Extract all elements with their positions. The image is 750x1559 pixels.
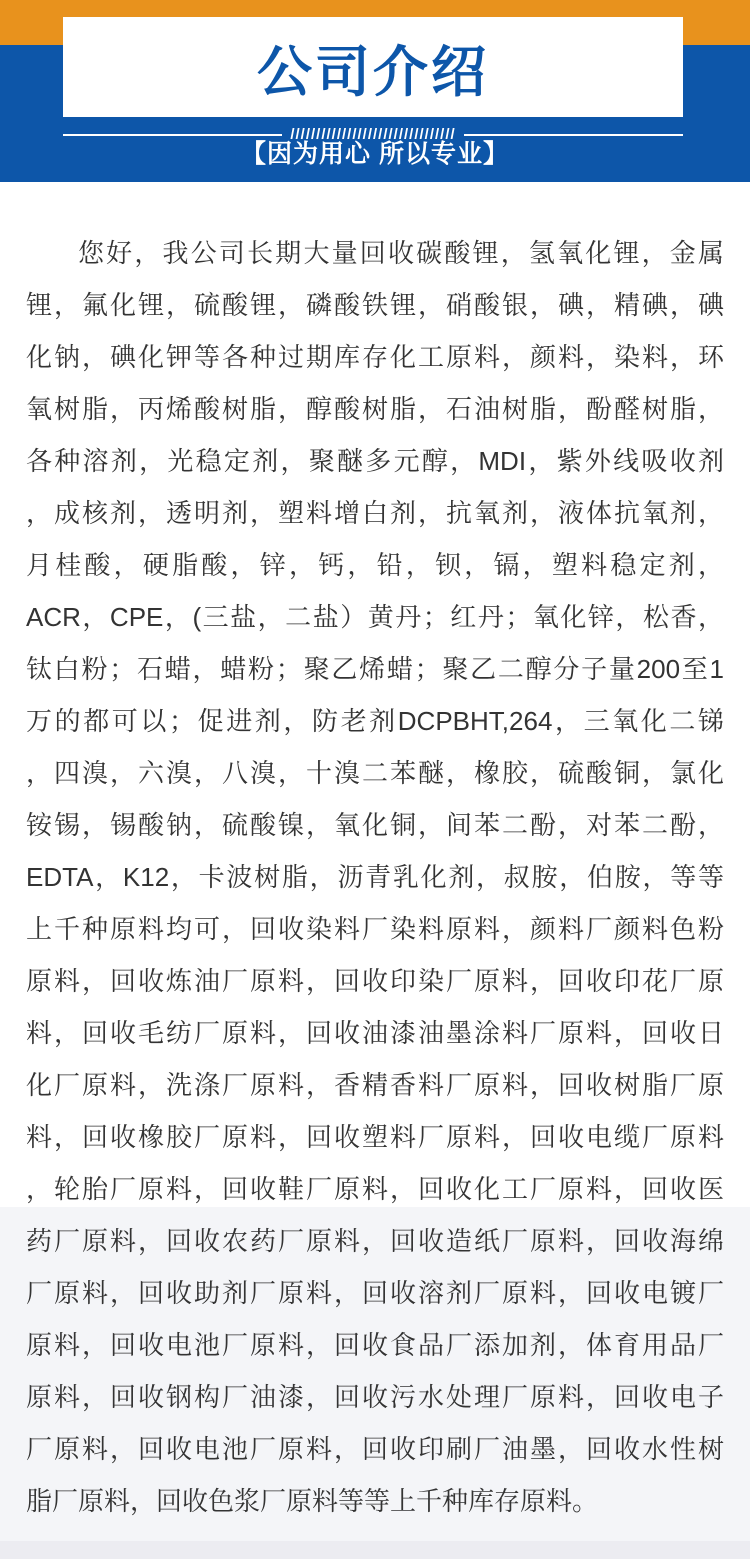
paragraph-line: 化钠，碘化钾等各种过期库存化工原料，颜料，染料，环 (26, 342, 724, 372)
divider-line-right (464, 134, 683, 136)
paragraph-line: 铵锡，锡酸钠，硫酸镍，氧化铜，间苯二酚，对苯二酚， (26, 810, 724, 840)
title-card (63, 17, 683, 117)
paragraph-line: ，轮胎厂原料，回收鞋厂原料，回收化工厂原料，回收医 (26, 1174, 724, 1204)
paragraph-line: 氧树脂，丙烯酸树脂，醇酸树脂，石油树脂，酚醛树脂， (26, 394, 724, 424)
paragraph-line: 您好，我公司长期大量回收碳酸锂，氢氧化锂，金属 (78, 238, 724, 268)
paragraph-line: 化厂原料，洗涤厂原料，香精香料厂原料，回收树脂厂原 (26, 1070, 724, 1100)
paragraph-line: 原料，回收炼油厂原料，回收印染厂原料，回收印花厂原 (26, 966, 724, 996)
paragraph-line: 锂，氟化锂，硫酸锂，磷酸铁锂，硝酸银，碘，精碘，碘 (26, 290, 724, 320)
paragraph-line: 原料，回收电池厂原料，回收食品厂添加剂，体育用品厂 (26, 1330, 724, 1360)
divider-slashes-icon: //////////////////////////////// (290, 126, 456, 143)
paragraph-line: 月桂酸，硬脂酸，锌，钙，铅，钡，镉，塑料稳定剂， (26, 550, 724, 580)
header-banner (0, 0, 750, 182)
paragraph-line: 药厂原料，回收农药厂原料，回收造纸厂原料，回收海绵 (26, 1226, 724, 1256)
paragraph-line: 厂原料，回收电池厂原料，回收印刷厂油墨，回收水性树 (26, 1434, 724, 1464)
page-title: 公司介绍 (256, 40, 489, 103)
paragraph-line: 钛白粉；石蜡，蜡粉；聚乙烯蜡；聚乙二醇分子量200至1 (26, 654, 724, 684)
paragraph-line: 各种溶剂，光稳定剂，聚醚多元醇，MDI，紫外线吸收剂 (26, 446, 724, 476)
paragraph-line: 厂原料，回收助剂厂原料，回收溶剂厂原料，回收电镀厂 (26, 1278, 724, 1308)
divider-line-left (63, 134, 282, 136)
paragraph-line: 料，回收橡胶厂原料，回收塑料厂原料，回收电缆厂原料 (26, 1122, 724, 1152)
paragraph-line: EDTA，K12，卡波树脂，沥青乳化剂，叔胺，伯胺，等等 (26, 862, 724, 892)
paragraph-line: 上千种原料均可，回收染料厂染料原料，颜料厂颜料色粉 (26, 914, 724, 944)
paragraph-line: 万的都可以；促进剂，防老剂DCPBHT,264，三氧化二锑 (26, 706, 724, 736)
paragraph-line: ，四溴，六溴，八溴，十溴二苯醚，橡胶，硫酸铜，氯化 (26, 758, 724, 788)
paragraph-line: 脂厂原料，回收色浆厂原料等等上千种库存原料。 (26, 1486, 599, 1516)
company-description (0, 182, 750, 1527)
paragraph-line: 原料，回收钢构厂油漆，回收污水处理厂原料，回收电子 (26, 1382, 724, 1412)
paragraph-line: ACR，CPE，(三盐，二盐）黄丹；红丹；氧化锌，松香， (26, 602, 724, 632)
paragraph-line: ，成核剂，透明剂，塑料增白剂，抗氧剂，液体抗氧剂， (26, 498, 724, 528)
header-slogan: 【因为用心 所以专业】 (241, 140, 509, 168)
paragraph-line: 料，回收毛纺厂原料，回收油漆油墨涂料厂原料，回收日 (26, 1018, 724, 1048)
